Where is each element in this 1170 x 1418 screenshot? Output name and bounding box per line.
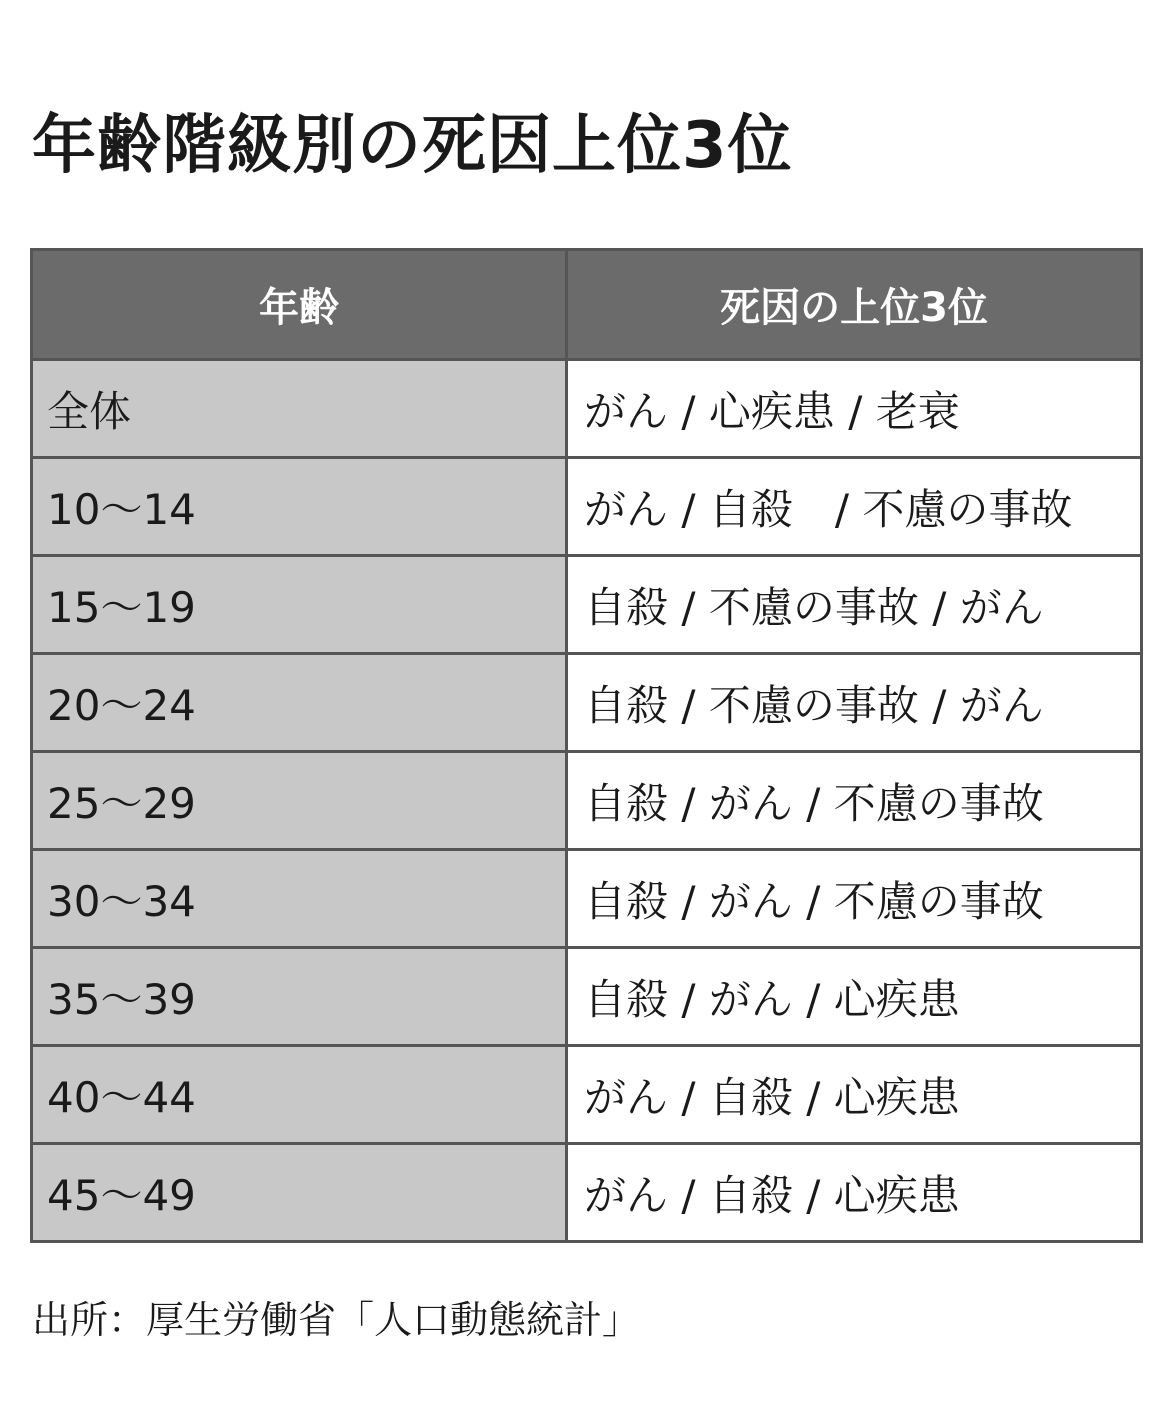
causes-cell: 自殺 / 不慮の事故 / がん [567,654,1142,752]
age-cell: 全体 [32,360,567,458]
causes-cell: がん / 自殺 / 不慮の事故 [567,458,1142,556]
table-row [32,360,1142,458]
age-cell: 25〜29 [32,752,567,850]
table-header-row [32,250,1142,360]
age-cell: 15〜19 [32,556,567,654]
table-row [32,948,1142,1046]
death-causes-table [30,248,1143,1243]
column-header-age: 年齢 [32,250,567,360]
column-header-causes: 死因の上位3位 [567,250,1142,360]
table-row [32,850,1142,948]
causes-cell: 自殺 / がん / 不慮の事故 [567,850,1142,948]
page-title: 年齢階級別の死因上位3位 [32,109,793,183]
age-cell: 30〜34 [32,850,567,948]
source-note: 出所：厚生労働省「人口動態統計」 [32,1298,641,1342]
causes-cell: がん / 自殺 / 心疾患 [567,1144,1142,1242]
table-row [32,1046,1142,1144]
age-cell: 45〜49 [32,1144,567,1242]
causes-cell: 自殺 / がん / 不慮の事故 [567,752,1142,850]
age-cell: 20〜24 [32,654,567,752]
table-row [32,1144,1142,1242]
causes-cell: 自殺 / 不慮の事故 / がん [567,556,1142,654]
table-row [32,654,1142,752]
age-cell: 35〜39 [32,948,567,1046]
age-cell: 10〜14 [32,458,567,556]
table-row [32,458,1142,556]
causes-cell: がん / 自殺 / 心疾患 [567,1046,1142,1144]
table-row [32,556,1142,654]
causes-cell: がん / 心疾患 / 老衰 [567,360,1142,458]
age-cell: 40〜44 [32,1046,567,1144]
causes-cell: 自殺 / がん / 心疾患 [567,948,1142,1046]
table-row [32,752,1142,850]
